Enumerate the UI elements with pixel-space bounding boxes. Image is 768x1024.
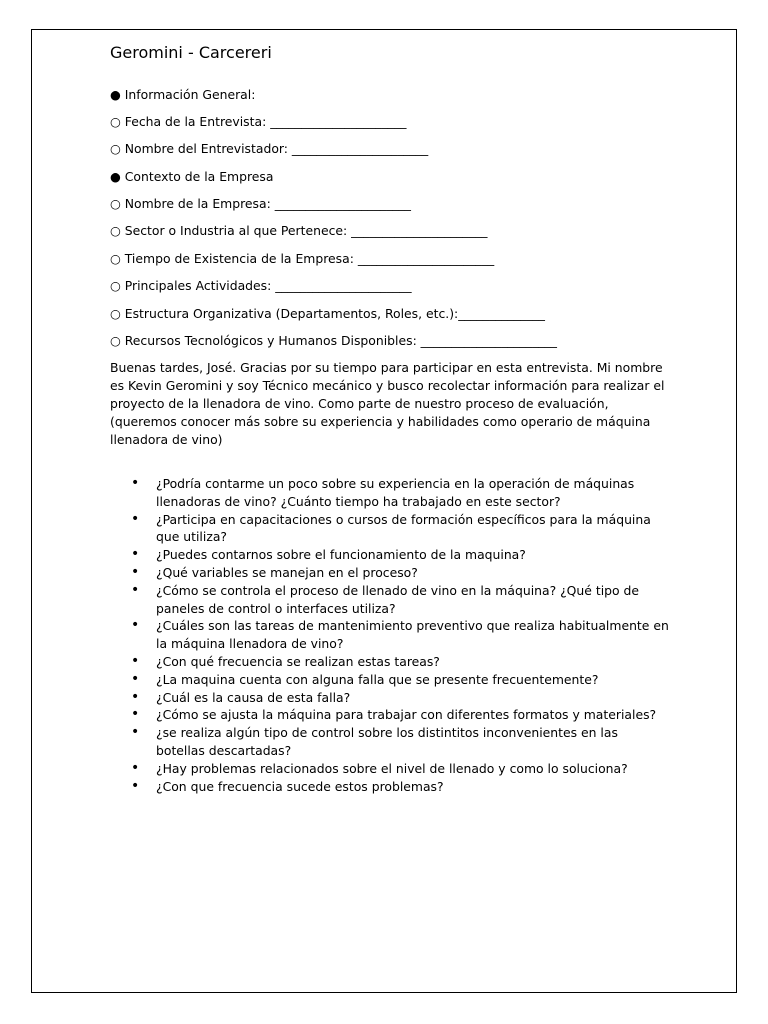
question-text: ¿Qué variables se manejan en el proceso? (156, 564, 418, 580)
form-line-industry-sector: ○ Sector o Industria al que Pertenece: ______________________ (110, 223, 488, 238)
form-line-company-context: ● Contexto de la Empresa (110, 169, 274, 184)
question-text: ¿se realiza algún tipo de control sobre los distintitos inconvenientes en las botellas descartadas? (156, 725, 618, 758)
question-list (110, 475, 670, 795)
form-line-general-info: ● Información General: (110, 87, 256, 102)
list-item (110, 724, 670, 760)
bullet-icon: • (131, 563, 140, 580)
list-item (110, 617, 670, 653)
bullet-icon: • (131, 546, 140, 563)
list-item (110, 653, 670, 671)
form-line-company-age: ○ Tiempo de Existencia de la Empresa: ______________________ (110, 251, 495, 266)
bullet-icon: • (131, 475, 140, 491)
list-item (110, 582, 670, 618)
list-item (110, 671, 670, 689)
bullet-icon: • (131, 777, 140, 794)
bullet-icon: • (131, 652, 140, 669)
question-text: ¿Cómo se ajusta la máquina para trabajar con diferentes formatos y materiales? (156, 707, 657, 723)
question-text: ¿Puedes contarnos sobre el funcionamiento de la maquina? (156, 547, 526, 563)
document-title: Geromini - Carcereri (110, 43, 272, 62)
list-item (110, 546, 670, 564)
form-line-org-structure: ○ Estructura Organizativa (Departamentos, Roles, etc.):______________ (110, 306, 545, 321)
bullet-icon: • (131, 688, 140, 705)
question-text: ¿Podría contarme un poco sobre su experiencia en la operación de máquinas llenadoras de vino? ¿Cuánto tiempo ha trabajado en este sector? (156, 476, 635, 509)
question-text: ¿Participa en capacitaciones o cursos de formación específicos para la máquina que utiliza? (156, 511, 651, 545)
list-item (110, 778, 670, 796)
bullet-icon: • (131, 670, 140, 687)
question-text: ¿Cuáles son las tareas de mantenimiento preventivo que realiza habitualmente en la máquina llenadora de vino? (156, 618, 669, 652)
form-line-interviewer-name: ○ Nombre del Entrevistador: ______________________ (110, 141, 429, 156)
list-item (110, 706, 670, 724)
bullet-icon: • (131, 510, 140, 527)
list-item (110, 760, 670, 778)
list-item (110, 689, 670, 707)
form-line-main-activities: ○ Principales Actividades: ______________________ (110, 278, 412, 293)
form-line-company-name: ○ Nombre de la Empresa: ______________________ (110, 196, 411, 211)
question-text: ¿Cómo se controla el proceso de llenado de vino en la máquina? ¿Qué tipo de paneles de control o interfaces utiliza? (156, 582, 640, 616)
bullet-icon: • (131, 581, 140, 598)
bullet-icon: • (131, 617, 140, 634)
list-item (110, 564, 670, 582)
bullet-icon: • (131, 706, 140, 723)
question-text: ¿Hay problemas relacionados sobre el nivel de llenado y como lo soluciona? (156, 760, 628, 776)
intro-paragraph: Buenas tardes, José. Gracias por su tiempo para participar en esta entrevista. Mi nombre es Kevin Geromini y soy Técnico mecánico y busco recolectar información para realizar el proyecto de la llenadora de vino. Como parte de nuestro proceso de evaluación, (queremos conocer más sobre su experiencia y habilidades como operario de máquina llenadora de vino) (110, 360, 665, 447)
bullet-icon: • (131, 759, 140, 776)
bullet-icon: • (131, 724, 140, 741)
question-text: ¿Cuál es la causa de esta falla? (156, 689, 351, 705)
question-text: ¿Con que frecuencia sucede estos problemas? (156, 778, 444, 794)
list-item (110, 475, 670, 511)
form-line-resources: ○ Recursos Tecnológicos y Humanos Disponibles: ______________________ (110, 333, 557, 348)
question-text: ¿La maquina cuenta con alguna falla que se presente frecuentemente? (156, 671, 599, 687)
question-text: ¿Con qué frecuencia se realizan estas tareas? (156, 653, 440, 669)
list-item (110, 511, 670, 547)
form-line-interview-date: ○ Fecha de la Entrevista: ______________________ (110, 114, 407, 129)
